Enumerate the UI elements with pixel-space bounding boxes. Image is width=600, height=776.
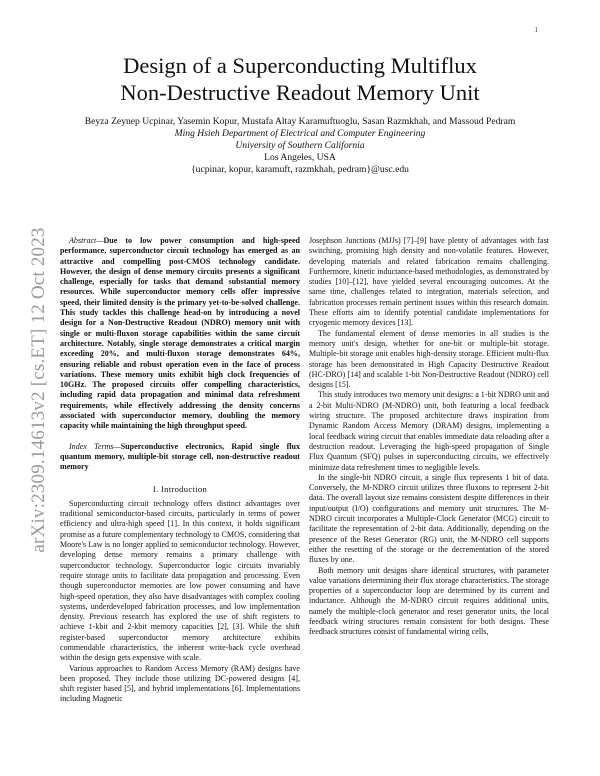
paper-title [60, 52, 540, 106]
index-terms-label: Index Terms [69, 441, 114, 451]
paragraph: Superconducting circuit technology offers distinct advantages over traditional semiconductor-based circuits, particularly in terms of power efficiency and ultra-high speed [1]. In this context, it holds significant promise as a future complementary technology to CMOS, considering that Moore's Law is no longer applied to semiconductor technology. However, developing dense memory remains a primary challenge with superconductor technology. Superconductor logic circuits invariably require storage units to facilitate data propagation and processing. Even though superconductor memories are low power consuming and have high-speed operation, they also have disadvantages with complex cooling systems, underdeveloped fabrication processes, and low implementation density. Previous research has explored the use of shift registers to achieve 1-kbit and 2-kbit memory capacities [2], [3]. While the shift register-based superconductor memory architecture exhibits commendable characteristics, the inherent write-back cycle overhead within the design gets expensive with scale. [60, 498, 301, 663]
abstract-label: Abstract [69, 236, 97, 245]
paragraph: Both memory unit designs share identical structures, with parameter value variations determining their flux storage characteristics. The storage properties of a superconductor loop are determined by its current and inductance. Although the M-NDRO circuit requires additional units, namely the multiple-clock generator and reset generator units, the local feedback wiring structures remain consistent for both designs. These feedback structures consist of fundamental wiring cells, [309, 565, 549, 637]
paragraph: Josephson Junctions (MJJs) [7]–[9] have plenty of advantages with fast switching, promising high density and non-volatile features. However, developing materials and related fabrication remains challenging. Furthermore, kinetic inductance-based methodologies, as demonstrated by studies [10]–[12], have yielded several encouraging outcomes. At the same time, challenges related to integration, materials selection, and fabrication processes remain pertinent issues within this research domain. These efforts aim to identify potential candidate implementations for cryogenic memory devices [13]. [309, 236, 549, 328]
index-terms: Index Terms—Superconductive electronics, Rapid single flux quantum memory, multiple-bit storage cell, non-destructive readout memory [60, 441, 301, 472]
abstract: Abstract—Due to low power consumption and high-speed performance, superconductor circuit technology has emerged as an attractive and compelling post-CMOS technology candidate. However, the design of dense memory circuits presents a significant challenge, especially for tasks that demand substantial memory resources. While superconductor memory cells offer impressive speed, their limited density is the primary yet-to-be-solved challenge. This study tackles this challenge head-on by introducing a novel design for a Non-Destructive Readout (NDRO) memory unit with single or multi-fluxon storage capabilities within the same circuit architecture. Notably, single storage demonstrates a critical margin exceeding 20%, and multi-fluxon storage demonstrates 64%, ensuring reliable and robust operation even in the face of process variations. These memory units exhibit high clock frequencies of 10GHz. The proposed circuits offer compelling characteristics, including rapid data propagation and minimal data refreshment requirements, while effectively addressing the density concerns associated with superconductor memory, doubling the memory capacity while maintaining the high throughput speed. [60, 236, 300, 431]
page-number: 1 [534, 26, 538, 34]
affiliation-university: University of Southern California [235, 140, 365, 151]
arxiv-stamp: arXiv:2309.14613v2 [cs.ET] 12 Oct 2023 [28, 227, 49, 553]
title-line-2: Non-Destructive Readout Memory Unit [120, 80, 480, 105]
affiliation-location: Los Angeles, USA [264, 152, 336, 163]
section-heading-introduction: I. Introduction [152, 483, 208, 494]
paper-header [60, 52, 540, 176]
author-emails: {ucpinar, kopur, karamuft, razmkhah, pedram}@usc.edu [191, 164, 409, 175]
affiliation-department: Ming Hsieh Department of Electrical and Computer Engineering [174, 128, 426, 139]
left-column [60, 236, 300, 705]
index-terms-text: Superconductive electronics, Rapid single flux quantum memory, multiple-bit storage cell, non-destructive readout memory [60, 441, 301, 472]
author-list: Beyza Zeynep Ucpinar, Yasemin Kopur, Mustafa Altay Karamuftuoglu, Sasan Razmkhah, and Massoud Pedram [84, 116, 516, 127]
right-column [309, 236, 549, 638]
paragraph: The fundamental element of dense memories in all studies is the memory unit's design, whether for one-bit or multiple-bit storage. Multiple-bit storage unit enables high-density storage. Efficient multi-flux storage has been demonstrated in High Capacity Destructive Readout (HC-DRO) [14] and scalable 1-bit Non-Destructive Readout (NDRO) cell designs [15]. [309, 328, 549, 390]
paragraph: In the single-bit NDRO circuit, a single flux represents 1 bit of data. Conversely, the M-NDRO circuit utilizes three fluxons to represent 2-bit data. The overall layout size remains consistent despite differences in their input/output (I/O) configurations and memory unit structures. The M-NDRO circuit incorporates a Multiple-Clock Generator (MCG) circuit to facilitate the representation of 2-bit data. Additionally, depending on the presence of the Reset Generator (RG) unit, the M-NDRO cell supports either the resetting of the storage or the decrementation of the stored fluxes by one. [309, 472, 549, 565]
title-line-1: Design of a Superconducting Multiflux [123, 53, 477, 78]
paragraph: Various approaches to Random Access Memory (RAM) designs have been proposed. They include those utilizing DC-powered designs [4], shift register based [5], and hybrid implementations [6]. Implementations including Magnetic [60, 663, 300, 704]
paragraph: This study introduces two memory unit designs: a 1-bit NDRO unit and a 2-bit Multi-NDRO (M-NDRO) unit, both featuring a local feedback wiring structure. The proposed architecture draws inspiration from Dynamic Random Access Memory (DRAM) designs, implementing a local feedback wiring circuit that enables immediate data reloading after a destruction readout. Leveraging the high-speed propagation of Single Flux Quantum (SFQ) pulses in superconducting circuits, we effectively minimize data refreshment times to negligible levels. [309, 390, 549, 472]
abstract-text: Due to low power consumption and high-speed performance, superconductor circuit technology has emerged as an attractive and compelling post-CMOS technology candidate. However, the design of dense memory circuits presents a significant challenge, especially for tasks that demand substantial memory resources. While superconductor memory cells offer impressive speed, their limited density is the primary yet-to-be-solved challenge. This study tackles this challenge head-on by introducing a novel design for a Non-Destructive Readout (NDRO) memory unit with single or multi-fluxon storage capabilities within the same circuit architecture. Notably, single storage demonstrates a critical margin exceeding 20%, and multi-fluxon storage demonstrates 64%, ensuring reliable and robust operation even in the face of process variations. These memory units exhibit high clock frequencies of 10GHz. The proposed circuits offer compelling characteristics, including rapid data propagation and minimal data refreshment requirements, while effectively addressing the density concerns associated with superconductor memory, doubling the memory capacity while maintaining the high throughput speed. [60, 236, 300, 431]
